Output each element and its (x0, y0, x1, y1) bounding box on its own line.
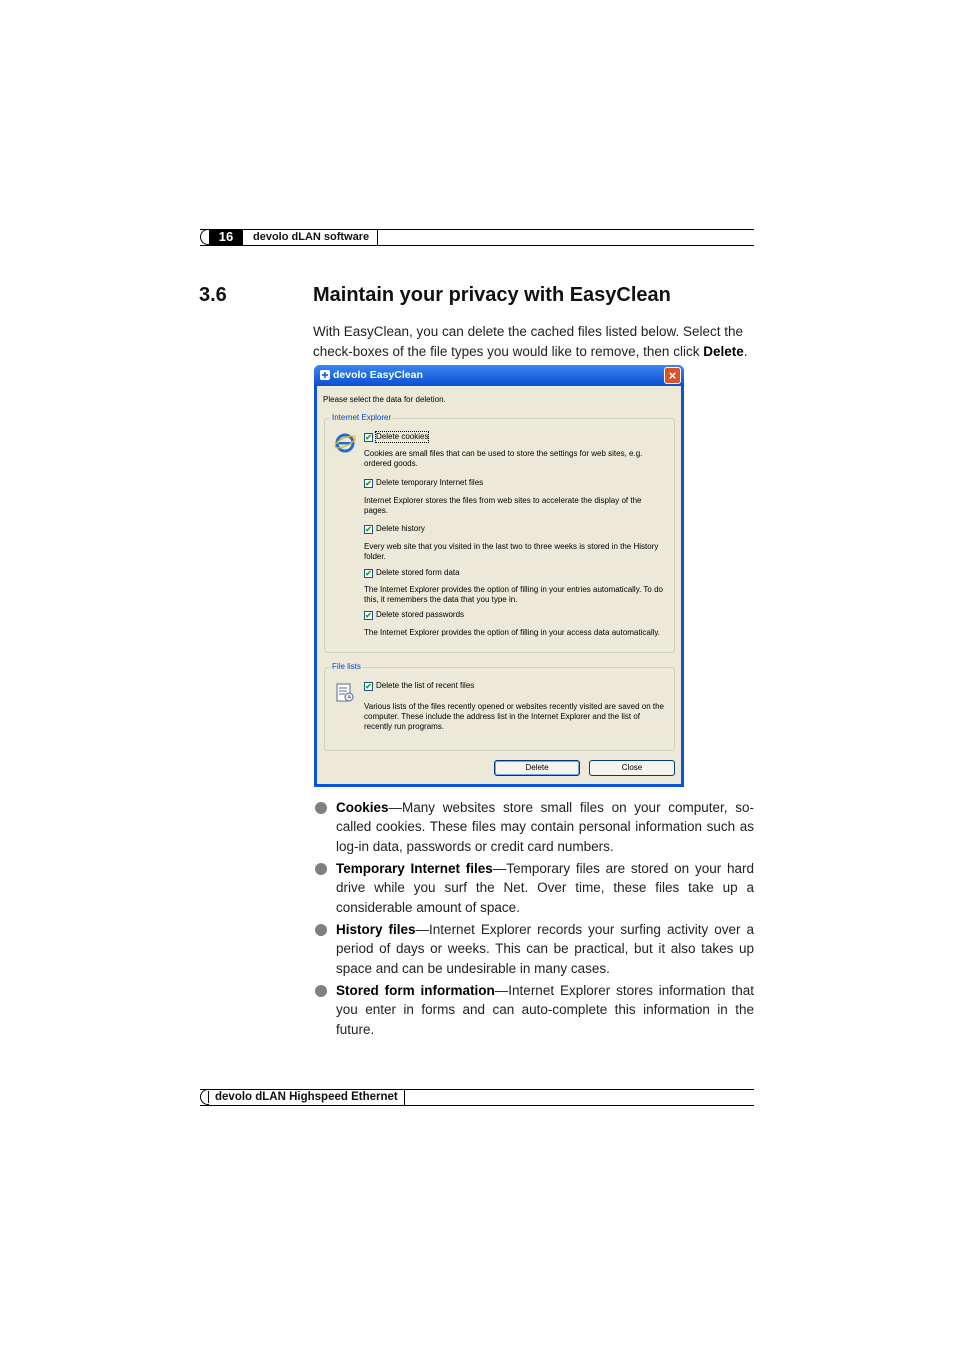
bullet-term: Cookies (336, 800, 389, 815)
page-number: 16 (209, 229, 243, 245)
label-delete-recent-files[interactable]: Delete the list of recent files (376, 681, 475, 690)
label-delete-cookies[interactable]: Delete cookies (376, 432, 429, 441)
intro-paragraph (313, 322, 754, 362)
footer-product: devolo dLAN Highspeed Ethernet (215, 1091, 398, 1103)
footer-rule-bottom (200, 1105, 754, 1106)
label-delete-form-data[interactable]: Delete stored form data (376, 568, 460, 577)
list-item (336, 798, 754, 856)
list-item (336, 859, 754, 917)
file-list-icon (335, 682, 355, 704)
bullet-text: —Internet Explorer records your surfing activity over a period of days or weeks. This can be practical, but it also takes up space and can be undesirable in many cases. (336, 922, 754, 976)
close-icon[interactable]: × (664, 367, 681, 384)
intro-text: With EasyClean, you can delete the cached files listed below. Select the check-boxes of the file types you would like to remove, then click (313, 324, 743, 359)
bullet-marker (315, 863, 327, 875)
header-rule-bottom (200, 245, 754, 246)
desc-cookies: Cookies are small files that can be used to store the settings for web sites, e.g. ordered goods. (364, 449, 643, 468)
checkbox-delete-passwords[interactable]: ✔ (365, 611, 372, 620)
desc-history: Every web site that you visited in the last two to three weeks is stored in the History folder. (364, 542, 659, 561)
intro-bold: Delete (703, 344, 744, 359)
group-legend: Internet Explorer (332, 413, 392, 422)
easyclean-dialog (314, 365, 684, 787)
label-delete-temp-files[interactable]: Delete temporary Internet files (376, 478, 484, 487)
list-item (336, 920, 754, 978)
footer-divider-left (208, 1091, 209, 1103)
dialog-prompt: Please select the data for deletion. (323, 395, 446, 404)
header-cap (200, 229, 209, 245)
bullet-marker (315, 802, 327, 814)
checkbox-delete-form-data[interactable]: ✔ (365, 569, 372, 578)
dialog-title: devolo EasyClean (333, 369, 423, 381)
dialog-titlebar[interactable] (314, 365, 684, 386)
desc-temp-files: Internet Explorer stores the files from web sites to accelerate the display of the pages. (364, 496, 642, 515)
group-legend: File lists (332, 662, 361, 671)
internet-explorer-icon (334, 430, 356, 454)
label-delete-passwords[interactable]: Delete stored passwords (376, 610, 465, 619)
close-button[interactable]: Close (589, 760, 675, 776)
bullet-text: —Internet Explorer stores information that you enter in forms and can auto-complete this information in the future. (336, 983, 754, 1037)
desc-passwords: The Internet Explorer provides the option of filling in your access data automatically. (364, 628, 661, 637)
desc-form-data: The Internet Explorer provides the option of filling in your entries automatically. To do this, it remembers the data that you type in. (364, 585, 663, 604)
bullet-term: Stored form information (336, 983, 495, 998)
list-item (336, 981, 754, 1039)
checkbox-delete-history[interactable]: ✔ (365, 525, 372, 534)
desc-recent-files: Various lists of the files recently opened or websites recently visited are saved on the computer. These include the address list in the Internet Explorer and the list of recently run programs. (364, 702, 665, 731)
bullet-text: —Many websites store small files on your computer, so-called cookies. These files may contain personal information such as log-in data, passwords or credit card numbers. (336, 800, 754, 854)
footer-divider-right (404, 1089, 405, 1105)
app-icon (319, 369, 331, 381)
bullet-term: History files (336, 922, 416, 937)
bullet-marker (315, 985, 327, 997)
section-number: 3.6 (199, 284, 227, 306)
header-divider (377, 229, 378, 245)
label-delete-history[interactable]: Delete history (376, 524, 425, 533)
bullet-text: —Temporary files are stored on your hard drive while you surf the Net. Over time, these files take up a considerable amount of space. (336, 861, 754, 915)
checkbox-delete-temp-files[interactable]: ✔ (365, 479, 372, 488)
section-title: Maintain your privacy with EasyClean (313, 284, 671, 306)
bullet-term: Temporary Internet files (336, 861, 493, 876)
running-title: devolo dLAN software (253, 231, 370, 243)
checkbox-delete-cookies[interactable]: ✔ (365, 433, 372, 442)
intro-end: . (743, 344, 748, 359)
bullet-marker (315, 924, 327, 936)
checkbox-delete-recent-files[interactable]: ✔ (365, 682, 372, 691)
dialog-client (317, 386, 681, 784)
delete-button[interactable]: Delete (494, 760, 580, 776)
